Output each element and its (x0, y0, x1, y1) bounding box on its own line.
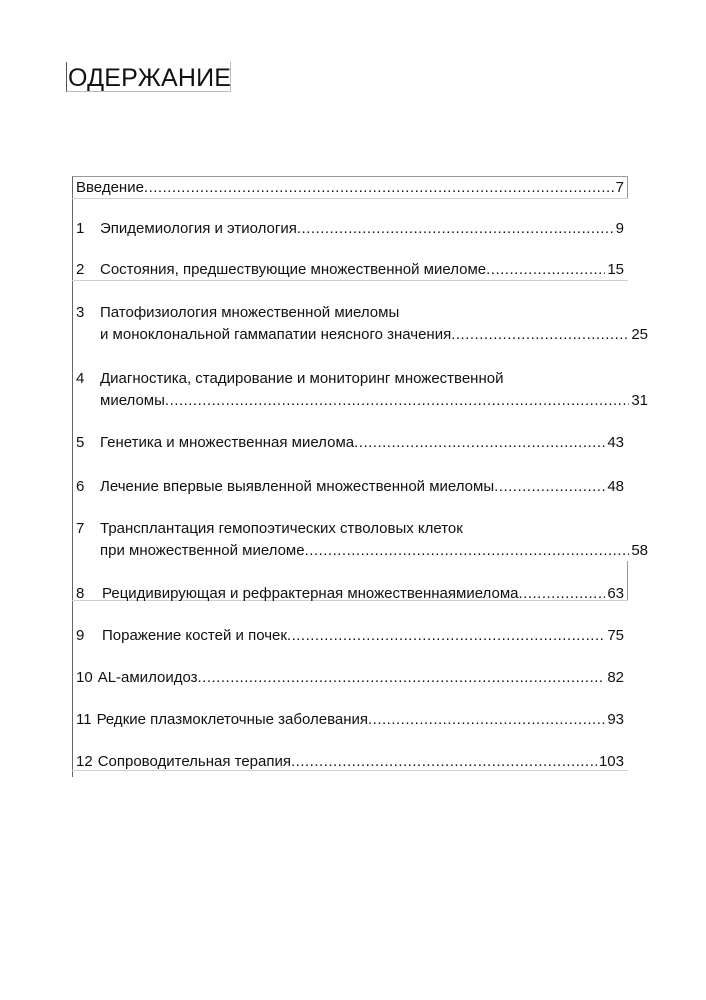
toc-entry-intro[interactable] (76, 177, 624, 199)
leader-dots (297, 218, 614, 240)
frame-edge (627, 176, 628, 198)
leader-dots (144, 177, 614, 199)
toc-entry-6[interactable] (76, 476, 624, 498)
toc-entry-11[interactable] (76, 709, 624, 731)
toc-entry-9[interactable] (76, 625, 624, 647)
leader-dots (165, 390, 629, 412)
toc-entry-title: Рецидивирующая и рефрактерная множественнаямиелома (102, 585, 519, 602)
leader-dots (451, 324, 629, 346)
toc-entry-number: 11 (76, 711, 92, 728)
leader-dots (494, 476, 605, 498)
frame-edge (627, 561, 628, 601)
toc-entry-1[interactable] (76, 218, 624, 240)
leader-dots (291, 751, 597, 773)
toc-entry-number: 12 (76, 753, 93, 770)
toc-entry-2[interactable] (76, 259, 624, 281)
toc-entry-number: 10 (76, 669, 93, 686)
leader-dots (198, 667, 606, 689)
toc-page-number: 48 (607, 478, 624, 495)
page-title: ОДЕРЖАНИЕ (68, 64, 232, 92)
toc-entry-number: 5 (76, 434, 85, 451)
toc-entry-title: Эпидемиология и этиология (100, 220, 297, 237)
toc-page-number: 25 (631, 326, 648, 343)
toc-page-number: 9 (615, 220, 624, 237)
toc-entry-number: 4 (76, 370, 85, 387)
toc-page-number: 82 (607, 669, 624, 686)
toc-page-number: 7 (615, 179, 624, 196)
toc-page-number: 31 (631, 392, 648, 409)
toc-entry-title: Диагностика, стадирование и мониторинг множественной (100, 370, 504, 387)
toc-entry-number: 1 (76, 220, 85, 237)
leader-dots (305, 540, 630, 562)
leader-dots (368, 709, 605, 731)
toc-page-number: 58 (631, 542, 648, 559)
toc-entry-5[interactable] (76, 432, 624, 454)
leader-dots (287, 625, 605, 647)
toc-entry-title: Состояния, предшествующие множественной миеломе (100, 261, 487, 278)
toc-page-number: 93 (607, 711, 624, 728)
toc-page-number: 75 (607, 627, 624, 644)
toc-entry-12[interactable] (76, 751, 624, 773)
toc-entry-title-continued: миеломы (100, 392, 165, 409)
toc-entry-title: Редкие плазмоклеточные заболевания (96, 711, 368, 728)
toc-entry-title: Трансплантация гемопоэтических стволовых клеток (100, 520, 463, 537)
toc-entry-number: 6 (76, 478, 85, 495)
toc-page-number: 103 (598, 753, 624, 770)
toc-entry-7[interactable] (76, 518, 648, 562)
toc-entry-title: Лечение впервые выявленной множественной миеломы (100, 478, 495, 495)
toc-entry-3[interactable] (76, 302, 648, 346)
toc-page-number: 63 (607, 585, 624, 602)
toc-entry-title: AL-амилоидоз (97, 669, 198, 686)
toc-entry-number: 9 (76, 627, 85, 644)
toc-entry-title: Введение (76, 179, 144, 196)
leader-dots (486, 259, 605, 281)
toc-entry-4[interactable] (76, 368, 648, 412)
toc-entry-10[interactable] (76, 667, 624, 689)
toc-entry-number: 7 (76, 520, 85, 537)
toc-entry-8[interactable] (76, 583, 624, 605)
toc-entry-number: 8 (76, 585, 85, 602)
leader-dots (354, 432, 605, 454)
toc-entry-title: Поражение костей и почек (102, 627, 287, 644)
toc-entry-title-continued: и моноклональной гаммапатии неясного значения (100, 326, 452, 343)
toc-entry-title: Патофизиология множественной миеломы (100, 304, 400, 321)
toc-entry-title: Генетика и множественная миелома (100, 434, 355, 451)
toc-entry-title-continued: при множественной миеломе (100, 542, 305, 559)
toc-page-number: 15 (607, 261, 624, 278)
leader-dots (518, 583, 605, 605)
toc-page-number: 43 (607, 434, 624, 451)
toc-entry-title: Сопроводительная терапия (97, 753, 291, 770)
toc-entry-number: 3 (76, 304, 85, 321)
toc-entry-number: 2 (76, 261, 85, 278)
